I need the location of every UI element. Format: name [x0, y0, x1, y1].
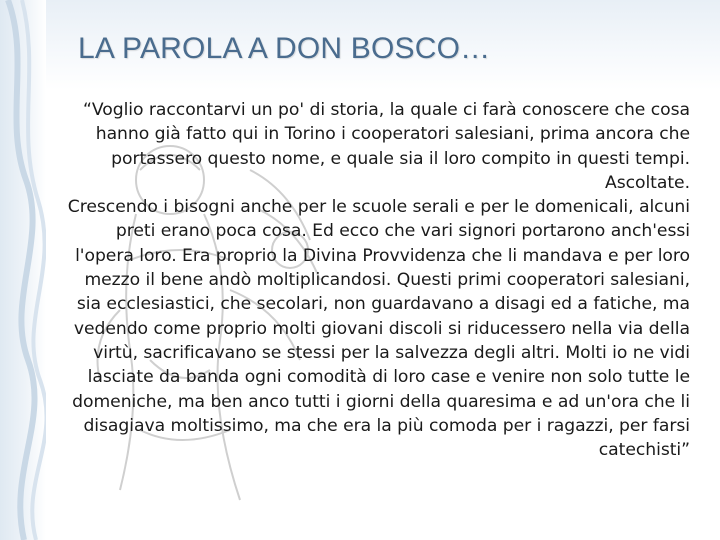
slide-title: LA PAROLA A DON BOSCO…	[78, 32, 491, 65]
left-decorative-band	[0, 0, 46, 540]
quote-paragraph: Crescendo i bisogni anche per le scuole serali e per le domenicali, alcuni preti erano poca cosa. Ed ecco che vari signori portarono anch'essi l'opera loro. Era proprio la Divina Provvidenza che li mandava e per loro mezzo il bene andò moltiplicandosi. Questi primi cooperatori salesiani, sia ecclesiastici, che secolari, non guardavano a disagi ed a fatiche, ma vedendo come proprio molti giovani discoli si riducessero nella via della virtù, sacrificavano se stessi per la salvezza degli altri. Molti io ne vidi lasciate da banda ogni comodità di loro case e venire non solo tutte le domeniche, ma ben anco tutti i giorni della quaresima e ad un'ora che li disagiava moltissimo, ma che era la più comoda per i ragazzi, per farsi catechisti”	[67, 197, 690, 461]
quote-paragraph: “Voglio raccontarvi un po' di storia, la quale ci farà conoscere che cosa hanno già fatto qui in Torino i cooperatori salesiani, prima ancora che portassero questo nome, e quale sia il loro compito in questi tempi. Ascoltate.	[83, 100, 690, 193]
quote-body	[58, 98, 690, 462]
swirl-decoration-icon	[0, 0, 46, 540]
